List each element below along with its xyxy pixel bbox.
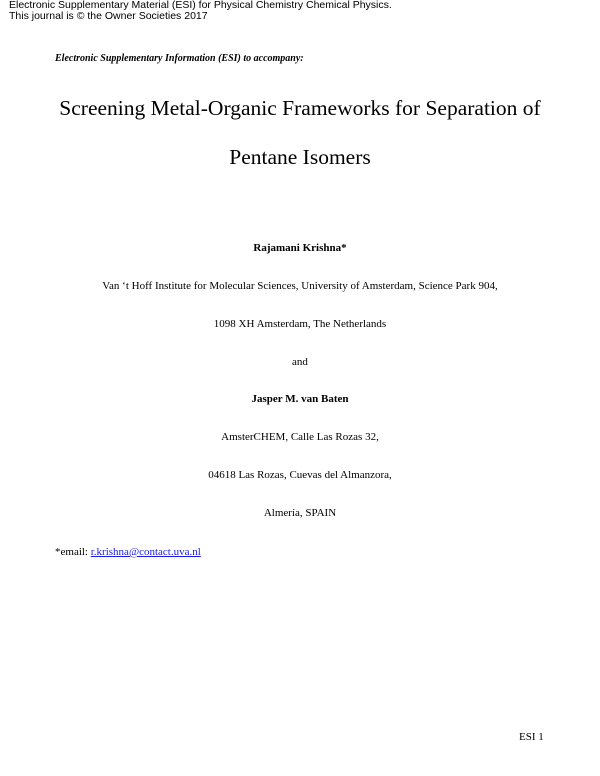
author-2-name: Jasper M. van Baten (251, 393, 349, 405)
page-number: ESI 1 (519, 731, 544, 743)
author-1-affiliation-line-2: 1098 XH Amsterdam, The Netherlands (213, 318, 387, 330)
esi-intro: Electronic Supplementary Information (ESI) to accompany: (55, 53, 304, 64)
and-separator: and (292, 356, 308, 368)
header-line-1: Electronic Supplementary Material (ESI) for Physical Chemistry Chemical Physics. (9, 0, 392, 11)
author-2-address-line-3: Almería, SPAIN (263, 507, 337, 519)
journal-header (9, 0, 392, 22)
author-1-affiliation-line-1: Van ‘t Hoff Institute for Molecular Sciences, University of Amsterdam, Science Park 904, (102, 280, 498, 292)
author-2-address-line-2: 04618 Las Rozas, Cuevas del Almanzora, (208, 469, 392, 481)
email-link[interactable]: r.krishna@contact.uva.nl (90, 546, 201, 558)
author-2-address-line-1: AmsterCHEM, Calle Las Rozas 32, (221, 431, 379, 443)
author-1-name: Rajamani Krishna* (253, 242, 347, 254)
title-line-2: Pentane Isomers (229, 145, 371, 169)
email-label: *email: (55, 546, 91, 558)
header-line-2: This journal is © the Owner Societies 2017 (9, 10, 208, 22)
title-line-1: Screening Metal-Organic Frameworks for Separation of (59, 96, 541, 120)
contact-email-line (55, 546, 201, 558)
